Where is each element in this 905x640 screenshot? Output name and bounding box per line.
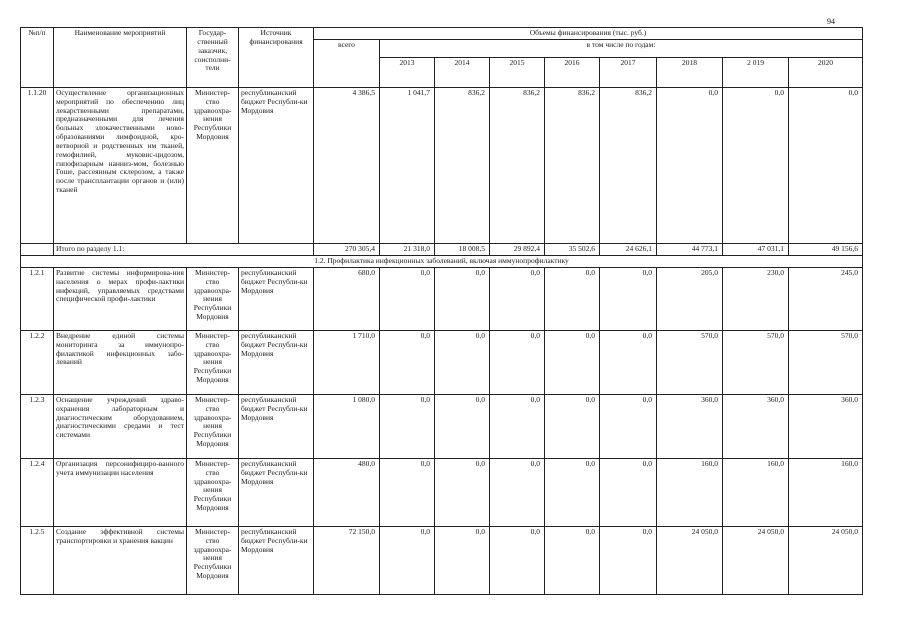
row-value: 0,0 — [657, 87, 723, 243]
row-value: 0,0 — [380, 526, 435, 594]
row-value: 24 050,0 — [723, 526, 789, 594]
row-value: 0,0 — [435, 394, 490, 458]
table-row — [21, 87, 863, 243]
header-year: 2020 — [789, 57, 863, 87]
row-value: 0,0 — [435, 458, 490, 526]
total-year-value: 24 626,1 — [600, 243, 657, 255]
row-value: 0,0 — [380, 330, 435, 394]
row-name: Осуществление организационных мероприятий по обеспечению лиц лекарственными препаратами, предназначенными для лечения больных злокачественными ново-образованиями лимфоидной, кро-ветворной и родственных им тканей, гемофилией, муковис-цидозом, гипофизарным нанниз-мом, болезнью Гоше, рассеянным склерозом, а также после трансплантации органов и (или) тканей — [54, 87, 187, 243]
total-value: 270 305,4 — [314, 243, 380, 255]
row-value: 0,0 — [490, 458, 545, 526]
row-value: 205,0 — [657, 267, 723, 330]
table-row — [21, 526, 863, 594]
header-year: 2015 — [490, 57, 545, 87]
header-year: 2017 — [600, 57, 657, 87]
row-customer: Министер-ство здравоохра-нения Республики Мордовия — [187, 330, 239, 394]
row-value: 0,0 — [600, 458, 657, 526]
row-name: Оснащение учреждений здраво-охранения лабораторным и диагностическим оборудованием, диагностическими средами и тест системами — [54, 394, 187, 458]
page-number: 94 — [827, 17, 835, 26]
header-name: Наименование мероприятий — [54, 28, 187, 88]
row-name: Создание эффективной системы транспортировки и хранения вакцин — [54, 526, 187, 594]
row-value: 570,0 — [723, 330, 789, 394]
row-total: 680,0 — [314, 267, 380, 330]
row-value: 0,0 — [600, 330, 657, 394]
header-source: Источник финансирования — [239, 28, 314, 88]
total-label: Итого по разделу 1.1: — [54, 243, 314, 255]
table-row — [21, 394, 863, 458]
row-value: 1 041,7 — [380, 87, 435, 243]
row-value: 0,0 — [600, 394, 657, 458]
section-title-row — [21, 255, 863, 267]
row-name: Организация персонифициро-ванного учета иммунизации населения — [54, 458, 187, 526]
table-row — [21, 458, 863, 526]
row-value: 160,0 — [723, 458, 789, 526]
row-value: 24 050,0 — [789, 526, 863, 594]
row-value: 0,0 — [600, 267, 657, 330]
header-year: 2014 — [435, 57, 490, 87]
row-value: 0,0 — [435, 330, 490, 394]
row-code: 1.2.5 — [21, 526, 54, 594]
row-total: 72 150,0 — [314, 526, 380, 594]
table-row — [21, 267, 863, 330]
header-year: 2013 — [380, 57, 435, 87]
row-value: 24 050,0 — [657, 526, 723, 594]
row-code: 1.2.4 — [21, 458, 54, 526]
row-total: 1 710,0 — [314, 330, 380, 394]
row-code: 1.2.1 — [21, 267, 54, 330]
row-value: 0,0 — [545, 394, 600, 458]
header-num: №п/п — [21, 28, 54, 88]
total-row — [21, 243, 863, 255]
row-value: 836,2 — [490, 87, 545, 243]
row-value: 0,0 — [600, 526, 657, 594]
row-code: 1.1.20 — [21, 87, 54, 243]
row-value: 0,0 — [723, 87, 789, 243]
row-total: 480,0 — [314, 458, 380, 526]
row-value: 360,0 — [657, 394, 723, 458]
row-total: 1 080,0 — [314, 394, 380, 458]
row-value: 0,0 — [435, 526, 490, 594]
row-value: 230,0 — [723, 267, 789, 330]
row-value: 570,0 — [789, 330, 863, 394]
row-value: 0,0 — [545, 458, 600, 526]
row-value: 0,0 — [545, 330, 600, 394]
row-code: 1.2.3 — [21, 394, 54, 458]
header-year: 2 019 — [723, 57, 789, 87]
header-customer: Государ-ственный заказчик, соисполни-тели — [187, 28, 239, 88]
row-source: республиканский бюджет Республи-ки Мордовия — [239, 87, 314, 243]
row-source: республиканский бюджет Республи-ки Мордовия — [239, 526, 314, 594]
row-value: 360,0 — [723, 394, 789, 458]
header-funding: Объемы финансирования (тыс. руб.) — [314, 28, 863, 40]
table-row — [21, 330, 863, 394]
row-value: 160,0 — [657, 458, 723, 526]
row-customer: Министер-ство здравоохра-нения Республики Мордовия — [187, 87, 239, 243]
row-total: 4 386,5 — [314, 87, 380, 243]
row-value: 836,2 — [545, 87, 600, 243]
row-value: 160,0 — [789, 458, 863, 526]
header-year: 2018 — [657, 57, 723, 87]
row-value: 0,0 — [435, 267, 490, 330]
row-customer: Министер-ство здравоохра-нения Республики Мордовия — [187, 526, 239, 594]
total-year-value: 44 773,1 — [657, 243, 723, 255]
row-source: республиканский бюджет Республи-ки Мордовия — [239, 330, 314, 394]
row-value: 0,0 — [380, 458, 435, 526]
row-name: Внедрение единой системы мониторинга за иммунопро-филактикой инфекционных забо-леваний — [54, 330, 187, 394]
header-total: всего — [314, 39, 380, 87]
row-source: республиканский бюджет Республи-ки Мордовия — [239, 458, 314, 526]
total-year-value: 47 031,1 — [723, 243, 789, 255]
row-value: 0,0 — [490, 267, 545, 330]
total-year-value: 21 318,0 — [380, 243, 435, 255]
row-value: 0,0 — [490, 526, 545, 594]
row-value: 0,0 — [545, 267, 600, 330]
row-value: 0,0 — [380, 394, 435, 458]
total-year-value: 29 892,4 — [490, 243, 545, 255]
row-value: 0,0 — [490, 394, 545, 458]
row-value: 0,0 — [490, 330, 545, 394]
row-value: 836,2 — [435, 87, 490, 243]
row-customer: Министер-ство здравоохра-нения Республики Мордовия — [187, 267, 239, 330]
total-year-value: 35 502,6 — [545, 243, 600, 255]
row-customer: Министер-ство здравоохра-нения Республики Мордовия — [187, 458, 239, 526]
row-value: 0,0 — [380, 267, 435, 330]
row-value: 360,0 — [789, 394, 863, 458]
header-year: 2016 — [545, 57, 600, 87]
row-customer: Министер-ство здравоохра-нения Республики Мордовия — [187, 394, 239, 458]
row-value: 245,0 — [789, 267, 863, 330]
total-year-value: 18 008,5 — [435, 243, 490, 255]
row-name: Развитие системы информирова-ния населения о мерах профи-лактики инфекций, управляемых средствами специфической профи-лактики — [54, 267, 187, 330]
financing-table — [20, 27, 863, 595]
row-source: республиканский бюджет Республи-ки Мордовия — [239, 394, 314, 458]
row-value: 570,0 — [657, 330, 723, 394]
row-value: 836,2 — [600, 87, 657, 243]
section-title: 1.2. Профилактика инфекционных заболеваний, включая иммунопрофилактику — [21, 255, 863, 267]
row-source: республиканский бюджет Республи-ки Мордовия — [239, 267, 314, 330]
row-value: 0,0 — [789, 87, 863, 243]
row-value: 0,0 — [545, 526, 600, 594]
header-by-years: в том числе по годам: — [380, 39, 863, 57]
total-year-value: 49 156,6 — [789, 243, 863, 255]
row-code: 1.2.2 — [21, 330, 54, 394]
